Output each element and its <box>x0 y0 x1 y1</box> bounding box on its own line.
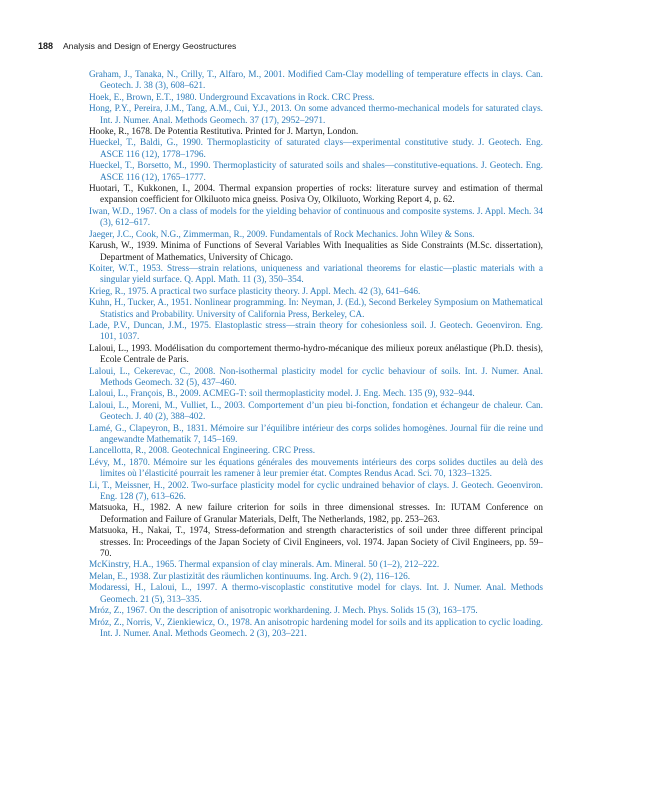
reference-entry[interactable]: McKinstry, H.A., 1965. Thermal expansion of clay minerals. Am. Mineral. 50 (1–2), 212–222. <box>89 560 440 571</box>
reference-entry: Laloui, L., 1993. Modélisation du comportement thermo-hydro-mécanique des milieux poreux anélastique (Ph.D. thesis), Ecole Centrale de Paris. <box>89 343 543 366</box>
reference-entry[interactable]: Melan, E., 1938. Zur plastizität des räumlichen kontinuums. Ing. Arch. 9 (2), 116–126. <box>89 571 411 582</box>
reference-entry[interactable]: Mróz, Z., 1967. On the description of anisotropic workhardening. J. Mech. Phys. Solids 15 (3), 163–175. <box>89 606 478 617</box>
reference-entry: Karush, W., 1939. Minima of Functions of Several Variables With Inequalities as Side Constraints (M.Sc. dissertation), Department of Mathematics, University of Chicago. <box>89 241 543 263</box>
reference-entry[interactable]: Graham, J., Tanaka, N., Crilly, T., Alfaro, M., 2001. Modified Cam-Clay modelling of temperature effects in clays. Can. Geotech. J. 38 (3), 608–621. <box>89 70 543 92</box>
reference-list <box>89 70 543 640</box>
reference-entry[interactable]: Hoek, E., Brown, E.T., 1980. Underground Excavations in Rock. CRC Press. <box>89 92 375 103</box>
reference-entry[interactable]: Mróz, Z., Norris, V., Zienkiewicz, O., 1978. An anisotropic hardening model for soils and its application to cyclic loading. Int. J. Numer. Anal. Methods Geomech. 2 (3), 203–221. <box>89 617 543 639</box>
reference-entry[interactable]: Kuhn, H., Tucker, A., 1951. Nonlinear programming. In: Neyman, J. (Ed.), Second Berkeley Symposium on Mathematical Statistics and Probability. University of California Press, Berkeley, CA. <box>89 298 543 320</box>
reference-entry[interactable]: Hueckel, T., Borsetto, M., 1990. Thermoplasticity of saturated soils and shales—constitutive-equations. J. Geotech. Eng. ASCE 116 (12), 1765–1777. <box>89 161 543 183</box>
reference-entry[interactable]: Lamé, G., Clapeyron, B., 1831. Mémoire sur l’équilibre intérieur des corps solides homogènes. Journal für die reine und angewandte Mathematik 7, 145–169. <box>89 423 543 445</box>
page-header <box>38 41 618 51</box>
reference-entry[interactable]: Modaressi, H., Laloui, L., 1997. A thermo-viscoplastic constitutive model for clays. Int. J. Numer. Anal. Methods Geomech. 21 (5), 313–335. <box>89 583 543 605</box>
reference-entry[interactable]: Krieg, R., 1975. A practical two surface plasticity theory. J. Appl. Mech. 42 (3), 641–646. <box>89 286 421 297</box>
reference-entry[interactable]: Lévy, M., 1870. Mémoire sur les équations générales des mouvements intérieurs des corps solides ductiles au delà des limites où l’élasticité pourrait les ramener à leur premier état. Comptes Rendus Acad. Sci. 70, 1323–1325. <box>89 457 543 480</box>
reference-entry[interactable]: Laloui, L., Moreni, M., Vulliet, L., 2003. Comportement d’un pieu bi-fonction, fondation et échangeur de chaleur. Can. Geotech. J. 40 (2), 388–402. <box>89 400 543 423</box>
reference-entry[interactable]: Lancellotta, R., 2008. Geotechnical Engineering. CRC Press. <box>89 446 316 457</box>
reference-entry[interactable]: Iwan, W.D., 1967. On a class of models for the yielding behavior of continuous and composite systems. J. Appl. Mech. 34 (3), 612–617. <box>89 206 543 229</box>
reference-entry: Matsuoka, H., Nakai, T., 1974, Stress-deformation and strength characteristics of soil under three different principal stresses. In: Proceedings of the Japan Society of Civil Engineers, vol. 1974. Japan Society of Civil Engineers, pp. 59–70. <box>89 526 543 560</box>
reference-entry[interactable]: Koiter, W.T., 1953. Stress—strain relations, uniqueness and variational theorems for elastic—plastic materials with a singular yield surface. Q. Appl. Math. 11 (3), 350–354. <box>89 263 543 286</box>
reference-entry[interactable]: Lade, P.V., Duncan, J.M., 1975. Elastoplastic stress—strain theory for cohesionless soil. J. Geotech. Geoenviron. Eng. 101, 1037. <box>89 320 543 343</box>
reference-entry[interactable]: Laloui, L., François, B., 2009. ACMEG-T: soil thermoplasticity model. J. Eng. Mech. 135 (9), 932–944. <box>89 389 475 400</box>
reference-entry[interactable]: Jaeger, J.C., Cook, N.G., Zimmerman, R., 2009. Fundamentals of Rock Mechanics. John Wiley & Sons. <box>89 229 475 240</box>
page-number: 188 <box>38 41 54 51</box>
reference-entry[interactable]: Hueckel, T., Baldi, G., 1990. Thermoplasticity of saturated clays—experimental constitutive study. J. Geotech. Eng. ASCE 116 (12), 1778–1796. <box>89 138 543 160</box>
reference-entry[interactable]: Laloui, L., Cekerevac, C., 2008. Non-isothermal plasticity model for cyclic behaviour of soils. Int. J. Numer. Anal. Methods Geomech. 32 (5), 437–460. <box>89 366 543 388</box>
reference-entry: Matsuoka, H., 1982. A new failure criterion for soils in three dimensional stresses. In: IUTAM Conference on Deformation and Failure of Granular Materials, Delft, The Netherlands, 1982, pp. 253–263. <box>89 503 543 525</box>
reference-entry: Huotari, T., Kukkonen, I., 2004. Thermal expansion properties of rocks: literature survey and estimation of thermal expansion coefficient for Olkiluoto mica gneiss. Posiva Oy, Olkiluoto, Working Report 4, p. 62. <box>89 184 543 206</box>
running-title: Analysis and Design of Energy Geostructures <box>62 41 237 51</box>
reference-entry[interactable]: Hong, P.Y., Pereira, J.M., Tang, A.M., Cui, Y.J., 2013. On some advanced thermo-mechanical models for saturated clays. Int. J. Numer. Anal. Methods Geomech. 37 (17), 2952–2971. <box>89 104 543 126</box>
reference-entry[interactable]: Li, T., Meissner, H., 2002. Two-surface plasticity model for cyclic undrained behavior of clays. J. Geotech. Geoenviron. Eng. 128 (7), 613–626. <box>89 480 543 503</box>
reference-entry: Hooke, R., 1678. De Potentia Restitutiva. Printed for J. Martyn, London. <box>89 127 359 138</box>
